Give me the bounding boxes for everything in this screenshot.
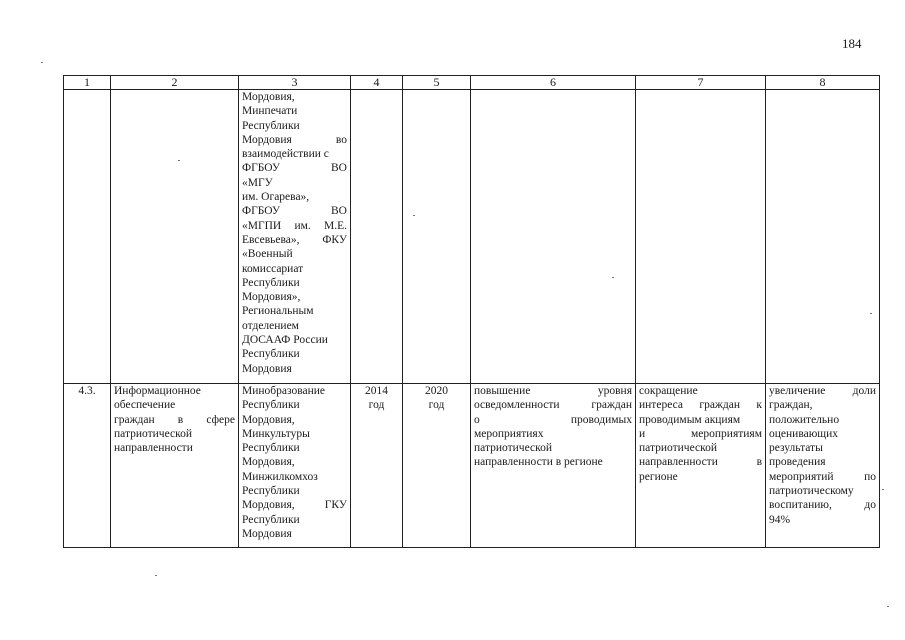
cell-expected-result: повышение уровня осведомленности граждан о проводимых мероприятиях патриотической направленности в регионе — [471, 384, 636, 548]
page-number: 184 — [842, 36, 862, 51]
cell-end-year: 2020 год — [403, 384, 471, 548]
cell-expected-result — [471, 90, 636, 384]
cell-consequences — [636, 90, 766, 384]
column-header-5: 5 — [403, 76, 471, 90]
cell-activity — [111, 90, 239, 384]
column-header-7: 7 — [636, 76, 766, 90]
column-header-6: 6 — [471, 76, 636, 90]
program-activities-table — [63, 75, 880, 548]
scan-speck — [178, 160, 180, 161]
scan-speck — [413, 215, 415, 216]
cell-start-year — [351, 90, 403, 384]
scan-speck — [612, 277, 614, 278]
scan-speck — [882, 489, 884, 490]
cell-end-year — [403, 90, 471, 384]
column-number-row — [64, 76, 880, 90]
column-header-2: 2 — [111, 76, 239, 90]
column-header-1: 1 — [64, 76, 111, 90]
scan-speck — [887, 606, 889, 607]
cell-start-year: 2014 год — [351, 384, 403, 548]
cell-executors: Минобразование Республики Мордовия, Минкультуры Республики Мордовия, Минжилкомхоз Республики Мордовия, ГКУ Республики Мордовия — [239, 384, 351, 548]
scan-speck — [155, 575, 157, 576]
scan-speck — [870, 313, 872, 314]
scan-speck — [41, 62, 43, 63]
cell-indicator-link — [766, 90, 880, 384]
cell-activity: Информационное обеспечение граждан в сфере патриотической направленности — [111, 384, 239, 548]
cell-consequences: сокращение интереса граждан к проводимым акциям и мероприятиям патриотической направленности в регионе — [636, 384, 766, 548]
table-row-continuation — [64, 90, 880, 384]
column-header-4: 4 — [351, 76, 403, 90]
cell-number: 4.3. — [64, 384, 111, 548]
cell-number — [64, 90, 111, 384]
column-header-8: 8 — [766, 76, 880, 90]
cell-executors: Мордовия, Минпечати Республики Мордовия во взаимодействии с ФГБОУ ВО «МГУ им. Огарева», ФГБОУ ВО «МГПИ им. М.Е. Евсевьева», ФКУ «Военный комиссариат Республики Мордовия», Региональным отделением ДОСААФ России Республики Мордовия — [239, 90, 351, 384]
cell-indicator-link: увеличение доли граждан, положительно оценивающих результаты проведения мероприятий по патриотическому воспитанию, до 94% — [766, 384, 880, 548]
column-header-3: 3 — [239, 76, 351, 90]
table-row-4-3 — [64, 384, 880, 548]
